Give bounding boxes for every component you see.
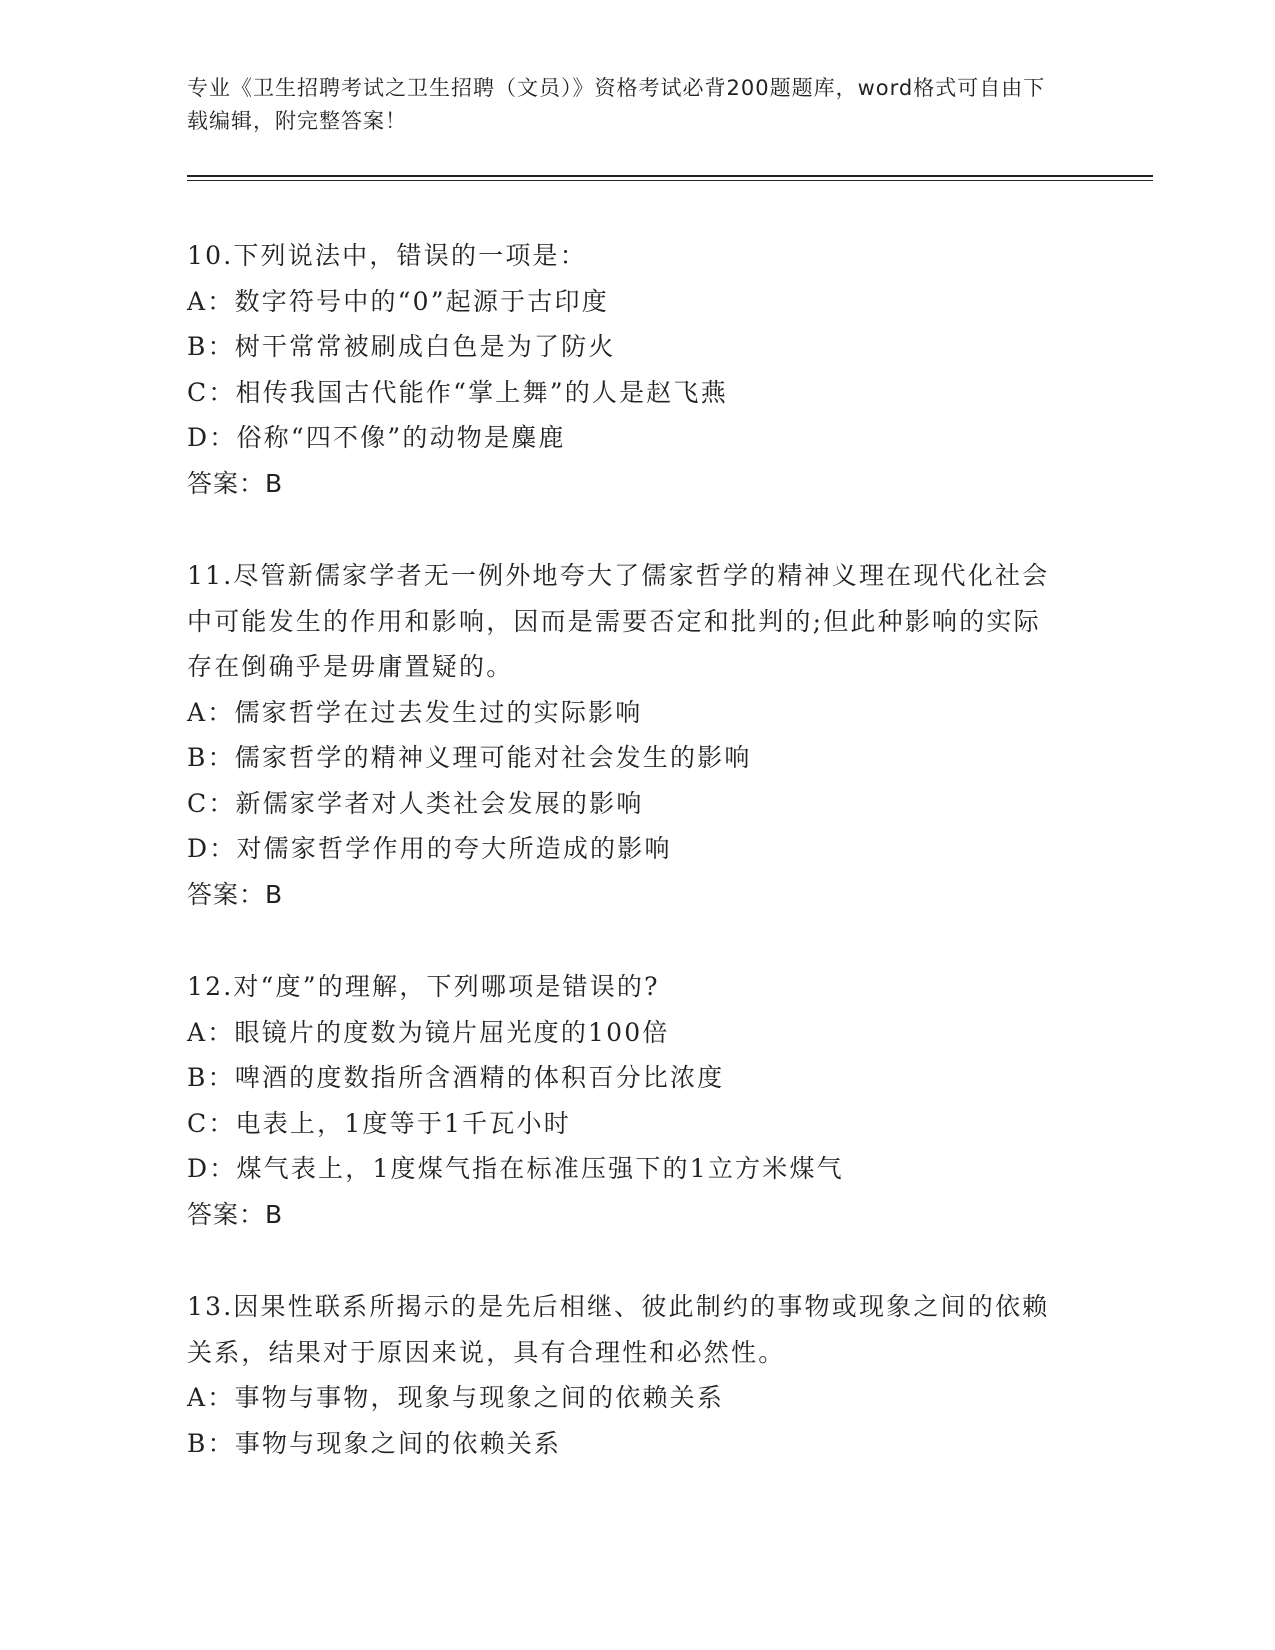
question-stem: 12.对“度”的理解，下列哪项是错误的? [187,972,660,1001]
option-a: A：儒家哲学在过去发生过的实际影响 [187,697,643,727]
option-c: C：新儒家学者对人类社会发展的影响 [187,788,644,818]
document-page [187,72,1157,1513]
question-stem: 10.下列说法中，错误的一项是： [187,241,587,270]
option-c: C：电表上，1度等于1千瓦小时 [187,1108,571,1138]
question-10 [187,233,1157,506]
option-a: A：事物与事物，现象与现象之间的依赖关系 [187,1383,725,1412]
question-12 [187,964,1157,1237]
question-11 [187,553,1157,917]
option-b: B：事物与现象之间的依赖关系 [187,1428,562,1458]
question-stem: 13.因果性联系所揭示的是先后相继、彼此制约的事物或现象之间的依赖关系，结果对于原因来说，具有合理性和必然性。 [187,1292,1050,1367]
question-13 [187,1284,1157,1466]
question-stem: 11.尽管新儒家学者无一例外地夸大了儒家哲学的精神义理在现代化社会中可能发生的作用和影响，因而是需要否定和批判的;但此种影响的实际存在倒确乎是毋庸置疑的。 [187,561,1050,681]
option-d: D：俗称“四不像”的动物是麋鹿 [187,423,566,452]
document-header: 专业《卫生招聘考试之卫生招聘（文员）》资格考试必背200题题库，word格式可自由下载编辑，附完整答案！ [187,76,1046,133]
option-d: D：煤气表上，1度煤气指在标准压强下的1立方米煤气 [187,1154,844,1183]
answer-label: 答案：B [187,468,284,498]
option-a: A：数字符号中的“0”起源于古印度 [187,286,609,316]
option-b: B：啤酒的度数指所含酒精的体积百分比浓度 [187,1063,725,1092]
option-c: C：相传我国古代能作“掌上舞”的人是赵飞燕 [187,377,728,407]
answer-label: 答案：B [187,1199,284,1229]
option-a: A：眼镜片的度数为镜片屈光度的100倍 [187,1017,670,1047]
question-list [187,233,1157,1466]
option-b: B：儒家哲学的精神义理可能对社会发生的影响 [187,743,752,772]
header-divider [187,175,1153,181]
option-d: D：对儒家哲学作用的夸大所造成的影响 [187,834,672,863]
answer-label: 答案：B [187,879,284,909]
option-b: B：树干常常被刷成白色是为了防火 [187,332,616,361]
